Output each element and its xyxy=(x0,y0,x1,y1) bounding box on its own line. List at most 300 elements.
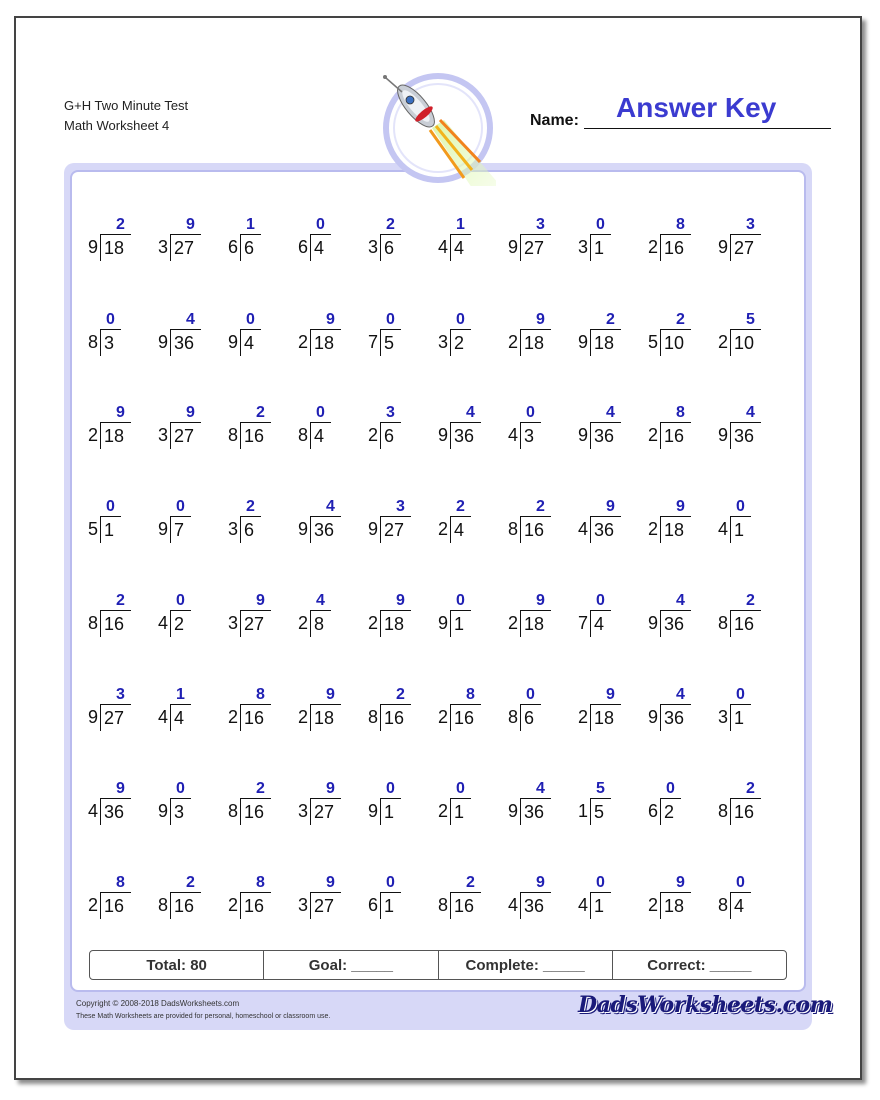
division-problem xyxy=(88,404,148,456)
division-problem xyxy=(228,404,288,456)
score-table xyxy=(89,950,787,980)
total-cell: Total: 80 xyxy=(90,951,264,979)
division-problem xyxy=(508,686,568,738)
dividend: 4 xyxy=(244,333,255,353)
quotient-answer: 9 xyxy=(536,311,545,328)
dividend: 6 xyxy=(384,238,395,258)
divisor: 8 xyxy=(228,801,239,821)
dividend: 4 xyxy=(454,238,465,258)
division-problem xyxy=(228,216,288,268)
divisor: 2 xyxy=(368,613,379,633)
divisor: 6 xyxy=(228,237,239,257)
quotient-answer: 1 xyxy=(246,216,255,233)
divisor: 8 xyxy=(508,707,519,727)
division-problem xyxy=(298,874,358,926)
divisor: 2 xyxy=(578,707,589,727)
dividend: 27 xyxy=(384,520,405,540)
divisor: 4 xyxy=(508,895,519,915)
quotient-answer: 0 xyxy=(456,592,465,609)
dividend: 4 xyxy=(174,708,185,728)
division-problem xyxy=(718,498,778,550)
dividend: 27 xyxy=(734,238,755,258)
division-problem xyxy=(158,311,218,363)
divisor: 9 xyxy=(228,332,239,352)
divisor: 9 xyxy=(578,332,589,352)
divisor: 2 xyxy=(298,613,309,633)
division-problem xyxy=(508,498,568,550)
quotient-answer: 9 xyxy=(396,592,405,609)
divisor: 2 xyxy=(438,801,449,821)
divisor: 9 xyxy=(648,707,659,727)
division-problem xyxy=(368,311,428,363)
dividend: 6 xyxy=(244,238,255,258)
dividend: 36 xyxy=(314,520,335,540)
quotient-answer: 2 xyxy=(396,686,405,703)
dividend: 36 xyxy=(524,896,545,916)
dividend: 10 xyxy=(734,333,755,353)
quotient-answer: 9 xyxy=(186,216,195,233)
dividend: 5 xyxy=(594,802,605,822)
quotient-answer: 2 xyxy=(466,874,475,891)
dividend: 16 xyxy=(454,708,475,728)
quotient-answer: 2 xyxy=(116,592,125,609)
divisor: 2 xyxy=(648,237,659,257)
quotient-answer: 0 xyxy=(456,311,465,328)
divisor: 8 xyxy=(718,895,729,915)
quotient-answer: 2 xyxy=(746,592,755,609)
division-problem xyxy=(508,780,568,832)
division-problem xyxy=(438,404,498,456)
dividend: 1 xyxy=(454,802,465,822)
quotient-answer: 9 xyxy=(606,498,615,515)
dividend: 1 xyxy=(454,614,465,634)
quotient-answer: 3 xyxy=(386,404,395,421)
division-problem xyxy=(648,780,708,832)
name-field[interactable] xyxy=(584,128,831,129)
quotient-answer: 4 xyxy=(326,498,335,515)
division-problem xyxy=(368,216,428,268)
copyright-text: Copyright © 2008-2018 DadsWorksheets.com xyxy=(76,999,240,1008)
dividend: 27 xyxy=(104,708,125,728)
division-problem xyxy=(158,216,218,268)
division-problem xyxy=(438,216,498,268)
quotient-answer: 3 xyxy=(116,686,125,703)
dividend: 16 xyxy=(664,426,685,446)
division-problem xyxy=(718,592,778,644)
division-problem xyxy=(648,874,708,926)
quotient-answer: 2 xyxy=(386,216,395,233)
dividend: 27 xyxy=(314,802,335,822)
divisor: 2 xyxy=(88,895,99,915)
dividend: 4 xyxy=(454,520,465,540)
divisor: 3 xyxy=(578,237,589,257)
divisor: 3 xyxy=(158,237,169,257)
quotient-answer: 0 xyxy=(596,874,605,891)
dividend: 18 xyxy=(664,520,685,540)
dividend: 18 xyxy=(524,614,545,634)
division-problem xyxy=(158,404,218,456)
division-problem xyxy=(368,592,428,644)
dividend: 4 xyxy=(594,614,605,634)
quotient-answer: 2 xyxy=(536,498,545,515)
division-problem xyxy=(298,216,358,268)
division-problem xyxy=(508,311,568,363)
division-problem xyxy=(368,498,428,550)
divisor: 2 xyxy=(298,707,309,727)
quotient-answer: 2 xyxy=(676,311,685,328)
quotient-answer: 0 xyxy=(596,592,605,609)
dividend: 16 xyxy=(244,896,265,916)
quotient-answer: 0 xyxy=(106,311,115,328)
quotient-answer: 9 xyxy=(326,874,335,891)
divisor: 3 xyxy=(298,895,309,915)
division-problem xyxy=(228,311,288,363)
division-problem xyxy=(228,498,288,550)
division-problem xyxy=(298,498,358,550)
quotient-answer: 3 xyxy=(536,216,545,233)
quotient-answer: 1 xyxy=(176,686,185,703)
division-problem xyxy=(88,216,148,268)
quotient-answer: 9 xyxy=(326,780,335,797)
quotient-answer: 0 xyxy=(456,780,465,797)
quotient-answer: 0 xyxy=(736,874,745,891)
dividend: 18 xyxy=(104,426,125,446)
quotient-answer: 2 xyxy=(256,780,265,797)
division-problem xyxy=(88,686,148,738)
divisor: 4 xyxy=(718,519,729,539)
divisor: 2 xyxy=(508,613,519,633)
dividend: 27 xyxy=(174,238,195,258)
dividend: 1 xyxy=(734,520,745,540)
dividend: 2 xyxy=(454,333,465,353)
dividend: 27 xyxy=(174,426,195,446)
quotient-answer: 0 xyxy=(526,404,535,421)
dividend: 1 xyxy=(734,708,745,728)
quotient-answer: 4 xyxy=(676,592,685,609)
dividend: 1 xyxy=(104,520,115,540)
division-problem xyxy=(298,311,358,363)
divisor: 2 xyxy=(648,425,659,445)
quotient-answer: 0 xyxy=(316,216,325,233)
divisor: 3 xyxy=(718,707,729,727)
division-problem xyxy=(368,686,428,738)
dividend: 7 xyxy=(174,520,185,540)
divisor: 4 xyxy=(508,425,519,445)
divisor: 6 xyxy=(298,237,309,257)
division-problem xyxy=(158,874,218,926)
division-problem xyxy=(228,780,288,832)
division-problem xyxy=(88,311,148,363)
divisor: 4 xyxy=(578,519,589,539)
quotient-answer: 9 xyxy=(186,404,195,421)
division-problem xyxy=(158,498,218,550)
division-problem xyxy=(298,780,358,832)
dividend: 1 xyxy=(594,896,605,916)
division-problem xyxy=(718,686,778,738)
quotient-answer: 9 xyxy=(116,404,125,421)
division-problem xyxy=(298,686,358,738)
divisor: 6 xyxy=(368,895,379,915)
quotient-answer: 3 xyxy=(396,498,405,515)
dividend: 2 xyxy=(174,614,185,634)
divisor: 9 xyxy=(508,237,519,257)
divisor: 9 xyxy=(88,237,99,257)
division-problem xyxy=(648,498,708,550)
divisor: 9 xyxy=(368,519,379,539)
dividend: 16 xyxy=(734,614,755,634)
dividend: 18 xyxy=(104,238,125,258)
division-problem xyxy=(578,874,638,926)
dividend: 36 xyxy=(454,426,475,446)
divisor: 2 xyxy=(228,895,239,915)
quotient-answer: 0 xyxy=(386,780,395,797)
divisor: 8 xyxy=(298,425,309,445)
dividend: 10 xyxy=(664,333,685,353)
dividend: 8 xyxy=(314,614,325,634)
divisor: 7 xyxy=(368,332,379,352)
divisor: 9 xyxy=(158,332,169,352)
complete-cell: Complete: _____ xyxy=(439,951,613,979)
answer-key-label: Answer Key xyxy=(616,92,777,123)
quotient-answer: 2 xyxy=(746,780,755,797)
quotient-answer: 0 xyxy=(176,498,185,515)
dividend: 36 xyxy=(174,333,195,353)
divisor: 9 xyxy=(718,425,729,445)
dividend: 6 xyxy=(524,708,535,728)
dividend: 36 xyxy=(734,426,755,446)
quotient-answer: 2 xyxy=(456,498,465,515)
quotient-answer: 9 xyxy=(256,592,265,609)
divisor: 3 xyxy=(368,237,379,257)
division-problem xyxy=(648,686,708,738)
divisor: 5 xyxy=(88,519,99,539)
divisor: 2 xyxy=(508,332,519,352)
divisor: 2 xyxy=(648,895,659,915)
quotient-answer: 9 xyxy=(116,780,125,797)
division-problem xyxy=(578,498,638,550)
dividend: 36 xyxy=(664,614,685,634)
rocket-badge-icon xyxy=(380,70,496,186)
division-problem xyxy=(438,592,498,644)
dividend: 27 xyxy=(314,896,335,916)
division-problem xyxy=(228,592,288,644)
quotient-answer: 9 xyxy=(536,592,545,609)
quotient-answer: 9 xyxy=(536,874,545,891)
divisor: 3 xyxy=(158,425,169,445)
division-problem xyxy=(438,311,498,363)
dividend: 36 xyxy=(594,520,615,540)
divisor: 2 xyxy=(228,707,239,727)
dividend: 16 xyxy=(244,802,265,822)
division-problem xyxy=(718,311,778,363)
name-label: Name: xyxy=(530,112,579,129)
dividend: 4 xyxy=(314,238,325,258)
divisor: 1 xyxy=(578,801,589,821)
division-problem xyxy=(298,592,358,644)
dividend: 18 xyxy=(314,333,335,353)
dividend: 16 xyxy=(454,896,475,916)
quotient-answer: 5 xyxy=(746,311,755,328)
divisor: 9 xyxy=(438,613,449,633)
division-problem xyxy=(648,311,708,363)
dividend: 3 xyxy=(174,802,185,822)
quotient-answer: 0 xyxy=(736,498,745,515)
divisor: 3 xyxy=(228,613,239,633)
quotient-answer: 8 xyxy=(116,874,125,891)
division-problem xyxy=(158,780,218,832)
quotient-answer: 4 xyxy=(186,311,195,328)
quotient-answer: 0 xyxy=(316,404,325,421)
divisor: 6 xyxy=(648,801,659,821)
dividend: 36 xyxy=(524,802,545,822)
divisor: 9 xyxy=(158,519,169,539)
divisor: 2 xyxy=(648,519,659,539)
divisor: 2 xyxy=(718,332,729,352)
division-problem xyxy=(508,592,568,644)
dividend: 18 xyxy=(314,708,335,728)
divisor: 8 xyxy=(438,895,449,915)
quotient-answer: 0 xyxy=(596,216,605,233)
division-problem xyxy=(298,404,358,456)
divisor: 2 xyxy=(438,519,449,539)
divisor: 8 xyxy=(88,332,99,352)
quotient-answer: 3 xyxy=(746,216,755,233)
quotient-answer: 8 xyxy=(676,216,685,233)
divisor: 8 xyxy=(158,895,169,915)
goal-cell: Goal: _____ xyxy=(264,951,438,979)
quotient-answer: 0 xyxy=(106,498,115,515)
division-problem xyxy=(718,216,778,268)
quotient-answer: 2 xyxy=(606,311,615,328)
division-problem xyxy=(508,216,568,268)
dividend: 18 xyxy=(524,333,545,353)
dividend: 27 xyxy=(244,614,265,634)
quotient-answer: 9 xyxy=(326,686,335,703)
dividend: 6 xyxy=(384,426,395,446)
dividend: 5 xyxy=(384,333,395,353)
quotient-answer: 4 xyxy=(676,686,685,703)
dividend: 1 xyxy=(384,802,395,822)
divisor: 3 xyxy=(228,519,239,539)
divisor: 4 xyxy=(88,801,99,821)
division-problem xyxy=(718,780,778,832)
division-problem xyxy=(368,404,428,456)
correct-cell: Correct: _____ xyxy=(647,956,752,974)
divisor: 7 xyxy=(578,613,589,633)
divisor: 2 xyxy=(438,707,449,727)
division-problem xyxy=(368,874,428,926)
divisor: 5 xyxy=(648,332,659,352)
division-problem xyxy=(578,404,638,456)
dividend: 3 xyxy=(104,333,115,353)
quotient-answer: 0 xyxy=(736,686,745,703)
quotient-answer: 8 xyxy=(256,686,265,703)
divisor: 9 xyxy=(298,519,309,539)
division-problem xyxy=(228,686,288,738)
worksheet-title: G+H Two Minute Test xyxy=(64,98,189,113)
dividend: 16 xyxy=(734,802,755,822)
divisor: 2 xyxy=(88,425,99,445)
dividend: 18 xyxy=(664,896,685,916)
division-problem xyxy=(578,592,638,644)
divisor: 8 xyxy=(718,801,729,821)
divisor: 4 xyxy=(158,613,169,633)
divisor: 9 xyxy=(578,425,589,445)
quotient-answer: 8 xyxy=(256,874,265,891)
division-problem xyxy=(578,216,638,268)
quotient-answer: 2 xyxy=(116,216,125,233)
division-problem xyxy=(438,498,498,550)
quotient-answer: 2 xyxy=(186,874,195,891)
dividend: 27 xyxy=(524,238,545,258)
quotient-answer: 9 xyxy=(676,874,685,891)
quotient-answer: 9 xyxy=(606,686,615,703)
dividend: 16 xyxy=(104,614,125,634)
quotient-answer: 8 xyxy=(676,404,685,421)
quotient-answer: 5 xyxy=(596,780,605,797)
dividend: 18 xyxy=(594,708,615,728)
quotient-answer: 0 xyxy=(526,686,535,703)
quotient-answer: 1 xyxy=(456,216,465,233)
division-problem xyxy=(578,780,638,832)
division-problem xyxy=(158,686,218,738)
quotient-answer: 9 xyxy=(326,311,335,328)
division-problem xyxy=(228,874,288,926)
quotient-answer: 0 xyxy=(246,311,255,328)
divisor: 8 xyxy=(88,613,99,633)
dividend: 4 xyxy=(314,426,325,446)
divisor: 4 xyxy=(578,895,589,915)
divisor: 9 xyxy=(648,613,659,633)
division-problem xyxy=(578,686,638,738)
worksheet-subtitle: Math Worksheet 4 xyxy=(64,118,170,133)
quotient-answer: 4 xyxy=(746,404,755,421)
divisor: 9 xyxy=(158,801,169,821)
division-problem xyxy=(438,780,498,832)
quotient-answer: 0 xyxy=(386,874,395,891)
divisor: 9 xyxy=(718,237,729,257)
dividend: 18 xyxy=(594,333,615,353)
quotient-answer: 0 xyxy=(176,592,185,609)
quotient-answer: 4 xyxy=(536,780,545,797)
dividend: 16 xyxy=(384,708,405,728)
dividend: 36 xyxy=(594,426,615,446)
divisor: 8 xyxy=(228,425,239,445)
division-problem xyxy=(158,592,218,644)
dividend: 16 xyxy=(524,520,545,540)
divisor: 3 xyxy=(298,801,309,821)
division-problem xyxy=(508,404,568,456)
dividend: 16 xyxy=(174,896,195,916)
divisor: 9 xyxy=(368,801,379,821)
divisor: 9 xyxy=(508,801,519,821)
division-problem xyxy=(718,874,778,926)
dividend: 18 xyxy=(384,614,405,634)
division-problem xyxy=(438,686,498,738)
quotient-answer: 2 xyxy=(246,498,255,515)
dividend: 3 xyxy=(524,426,535,446)
dividend: 1 xyxy=(594,238,605,258)
divisor: 9 xyxy=(88,707,99,727)
dividend: 2 xyxy=(664,802,675,822)
usage-notice: These Math Worksheets are provided for personal, homeschool or classroom use. xyxy=(76,1013,331,1020)
divisor: 3 xyxy=(438,332,449,352)
division-problem xyxy=(88,780,148,832)
division-problem xyxy=(578,311,638,363)
divisor: 4 xyxy=(158,707,169,727)
division-problem xyxy=(88,592,148,644)
division-problem xyxy=(88,498,148,550)
